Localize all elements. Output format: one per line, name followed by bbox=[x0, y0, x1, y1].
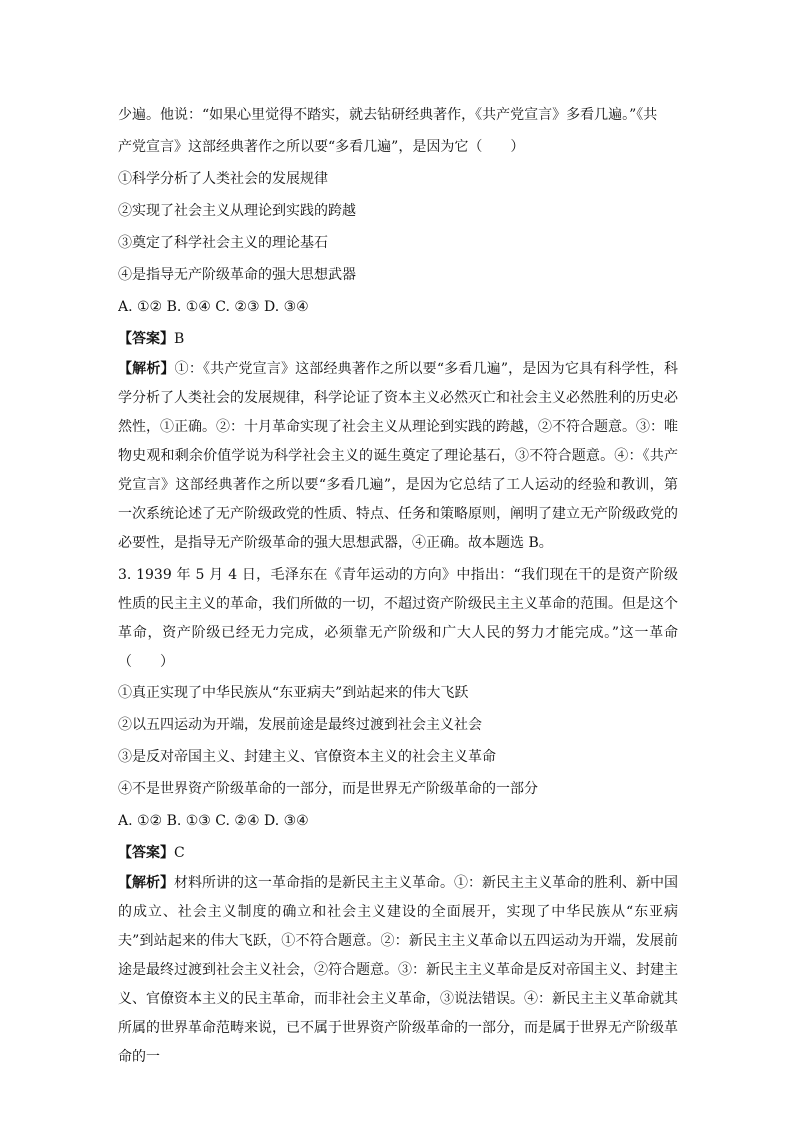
q3-analysis-text: 材料所讲的这一革命指的是新民主主义革命。①：新民主主义革命的胜利、新中国的成立、社会主义制度的确立和社会主义建设的全面展开，实现了中华民族从“东亚病夫”到站起来的伟大飞跃，①不符合题意。②：新民主主义革命以五四运动为开端，发展前途是最终过渡到社会主义社会，②符合题意。③：新民主主义革命是反对帝国主义、封建主义、官僚资本主义的民主革命，而非社会主义革命，③说法错误。④：新民主主义革命就其所属的世界革命范畴来说，已不属于世界资产阶级革命的一部分，而是属于世界无产阶级革命的一 bbox=[118, 875, 678, 1065]
q2-answer bbox=[118, 323, 678, 355]
q2-option-4: ④是指导无产阶级革命的强大思想武器 bbox=[118, 267, 356, 283]
q3-answer bbox=[118, 837, 678, 869]
q3-choices: A. ①② B. ①③ C. ②④ D. ③④ bbox=[118, 813, 309, 829]
q3-answer-label: 【答案】 bbox=[118, 845, 174, 861]
q2-stem-line-2: 产党宣言》这部经典著作之所以要“多看几遍”，是因为它（ ） bbox=[118, 139, 525, 155]
q2-analysis bbox=[118, 355, 678, 558]
q3-analysis bbox=[118, 869, 678, 1072]
q2-answer-value: B bbox=[174, 331, 185, 347]
q2-option-3: ③奠定了科学社会主义的理论基石 bbox=[118, 235, 328, 251]
page-content bbox=[118, 99, 678, 1072]
q2-option-1: ①科学分析了人类社会的发展规律 bbox=[118, 171, 328, 187]
q3-option-2: ②以五四运动为开端，发展前途是最终过渡到社会主义社会 bbox=[118, 717, 482, 733]
q3-stem: 3. 1939 年 5 月 4 日，毛泽东在《青年运动的方向》中指出：“我们现在干的是资产阶级性质的民主主义的革命，我们所做的一切，不超过资产阶级民主主义革命的范围。但是这个革命，资产阶级已经无力完成，必须靠无产阶级和广大人民的努力才能完成。”这一革命（ ） bbox=[118, 567, 678, 670]
q2-option-2: ②实现了社会主义从理论到实践的跨越 bbox=[118, 203, 356, 219]
q2-choices: A. ①② B. ①④ C. ②③ D. ③④ bbox=[118, 299, 309, 315]
q3-analysis-label: 【解析】 bbox=[118, 875, 174, 891]
q2-analysis-label: 【解析】 bbox=[118, 361, 175, 377]
q3-answer-value: C bbox=[174, 845, 185, 861]
q2-stem-line-1: 少遍。他说：“如果心里觉得不踏实，就去钻研经典著作，《共产党宣言》多看几遍。”《共 bbox=[118, 107, 658, 123]
q2-analysis-text: ①：《共产党宣言》这部经典著作之所以要“多看几遍”，是因为它具有科学性，科学分析了人类社会的发展规律，科学论证了资本主义必然灭亡和社会主义必然胜利的历史必然性，①正确。②：十月革命实现了社会主义从理论到实践的跨越，②不符合题意。③：唯物史观和剩余价值学说为科学社会主义的诞生奠定了理论基石，③不符合题意。④：《共产党宣言》这部经典著作之所以要“多看几遍”，是因为它总结了工人运动的经验和教训，第一次系统论述了无产阶级政党的性质、特点、任务和策略原则，阐明了建立无产阶级政党的必要性，是指导无产阶级革命的强大思想武器，④正确。故本题选 B。 bbox=[118, 361, 679, 551]
q3-option-1: ①真正实现了中华民族从“东亚病夫”到站起来的伟大飞跃 bbox=[118, 685, 469, 701]
q2-answer-label: 【答案】 bbox=[118, 331, 174, 347]
q3-option-4: ④不是世界资产阶级革命的一部分，而是世界无产阶级革命的一部分 bbox=[118, 781, 538, 797]
q3-option-3: ③是反对帝国主义、封建主义、官僚资本主义的社会主义革命 bbox=[118, 749, 496, 765]
